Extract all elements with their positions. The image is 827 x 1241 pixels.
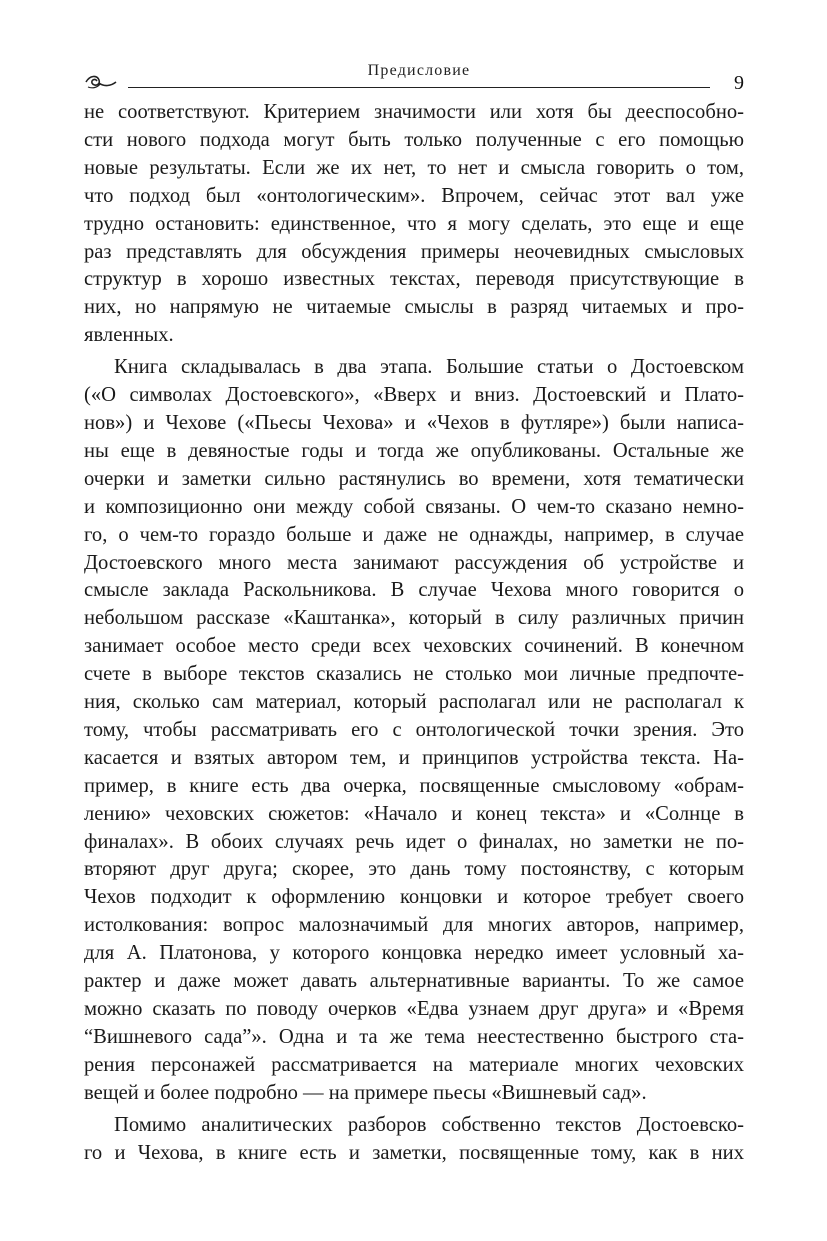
text-line: тому, чтобы рассматривать его с онтологической точки зрения. Это — [84, 718, 744, 741]
text-line: го, о чем-то гораздо больше и даже не однажды, например, в случае — [84, 523, 744, 546]
text-line: не соответствуют. Критерием значимости или хотя бы дееспособно- — [84, 101, 744, 123]
text-line: нов») и Чехове («Пьесы Чехова» и «Чехов в футляре») были написа- — [84, 411, 744, 434]
text-line: рактер и даже может давать альтернативные варианты. То же самое — [84, 970, 744, 993]
text-line: пример, в книге есть два очерка, посвященные смысловому «обрам- — [84, 774, 744, 797]
text-line: вещей и более подробно — на примере пьесы «Вишневый сад». — [84, 1081, 647, 1104]
text-line: финалах». В обоих случаях речь идет о финалах, но заметки не по- — [84, 830, 744, 853]
text-line: рения персонажей рассматривается на материале многих чеховских — [84, 1053, 744, 1076]
text-line: структур в хорошо известных текстах, переводя присутствующие в — [84, 268, 744, 291]
text-line: Достоевского много места занимают рассуждения об устройстве и — [84, 551, 744, 574]
paragraph — [84, 354, 744, 1107]
text-line: ния, сколько сам материал, который располагал или не располагал к — [84, 691, 744, 714]
text-line: смысле заклада Раскольникова. В случае Чехова много говорится о — [84, 579, 744, 602]
text-line: касается и взятых автором тем, и принципов устройства текста. На- — [84, 746, 744, 769]
text-line: сти нового подхода могут быть только полученные с его помощью — [84, 128, 744, 151]
text-line: Чехов подходит к оформлению концовки и которое требует своего — [84, 886, 744, 909]
text-line: раз представлять для обсуждения примеры неочевидных смысловых — [84, 240, 744, 263]
text-line: можно сказать по поводу очерков «Едва узнаем друг друга» и «Время — [84, 998, 744, 1020]
text-line: и композиционно они между собой связаны. О чем-то сказано немно- — [84, 495, 744, 518]
paragraph — [84, 1112, 744, 1168]
text-line: что подход был «онтологическим». Впрочем, сейчас этот вал уже — [84, 184, 744, 207]
body-text — [84, 99, 744, 1167]
text-line: трудно остановить: единственное, что я могу сделать, это еще и еще — [84, 212, 744, 235]
text-line: новые результаты. Если же их нет, то нет и смысла говорить о том, — [84, 156, 744, 179]
text-line: небольшом рассказе «Каштанка», который в силу различных причин — [84, 607, 744, 630]
text-line: («О символах Достоевского», «Вверх и вниз. Достоевский и Плато- — [84, 384, 744, 407]
text-line: занимает особое место среди всех чеховских сочинений. В конечном — [84, 635, 744, 658]
scroll-ornament-icon — [84, 72, 118, 92]
text-line: них, но напрямую не читаемые смыслы в разряд читаемых и про- — [84, 296, 744, 319]
text-line: лению» чеховских сюжетов: «Начало и конец текста» и «Солнце в — [84, 802, 744, 825]
text-line: ны еще в девяностые годы и тогда же опубликованы. Остальные же — [84, 439, 744, 462]
header-rule — [128, 87, 710, 88]
page-number: 9 — [734, 72, 744, 94]
text-line: го и Чехова, в книге есть и заметки, посвященные тому, как в них — [84, 1141, 744, 1164]
paragraph — [84, 99, 744, 350]
text-line: очерки и заметки сильно растянулись во времени, хотя тематически — [84, 467, 744, 490]
running-title: Предисловие — [367, 62, 471, 79]
text-line: Книга складывалась в два этапа. Большие статьи о Достоевском — [114, 356, 744, 379]
text-line: Помимо аналитических разборов собственно текстов Достоевско- — [114, 1113, 744, 1136]
page-header — [84, 58, 744, 94]
text-line: для А. Платонова, у которого концовка нередко имеет условный ха- — [84, 942, 744, 965]
text-line: истолкования: вопрос малозначимый для многих авторов, например, — [84, 914, 744, 937]
text-line: вторяют друг друга; скорее, это дань тому постоянству, с которым — [84, 858, 744, 881]
text-line: счете в выборе текстов сказались не столько мои личные предпочте- — [84, 663, 744, 686]
text-line: явленных. — [84, 324, 174, 347]
text-line: “Вишневого сада”». Одна и та же тема неестественно быстрого ста- — [84, 1025, 744, 1048]
